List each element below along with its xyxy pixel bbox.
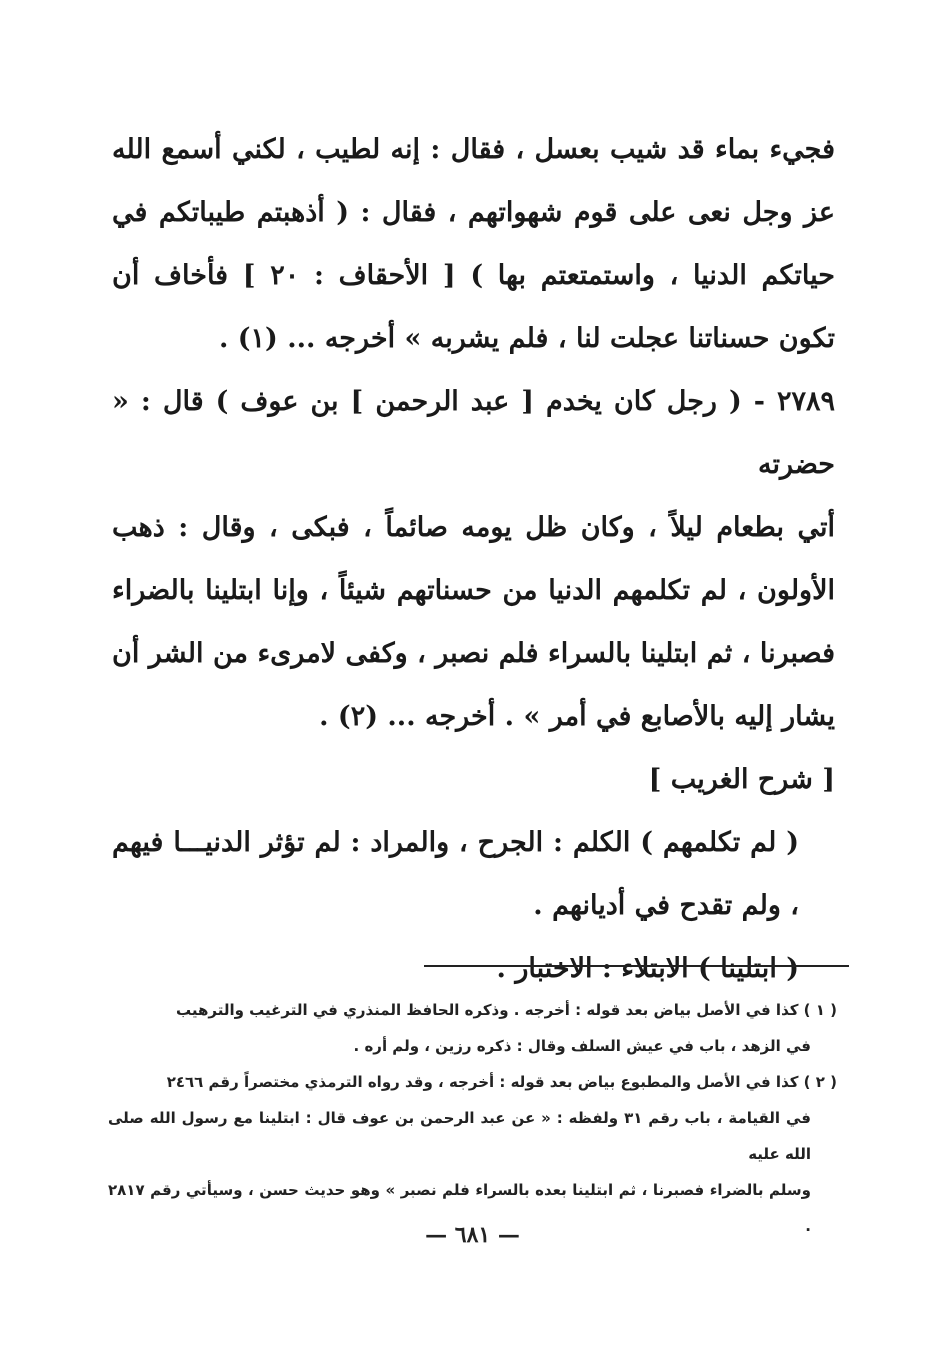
hadith-narrator: ( رجل كان يخدم [ عبد الرحمن ] بن عوف ) قال : « حضرته [112, 386, 835, 480]
footnotes [108, 992, 837, 1244]
footnote-2-line-3: وسلم بالضراء فصبرنا ، ثم ابتلينا بعده بالسراء فلم نصبر » وهو حديث حسن ، وسيأتي رقم ٢٨١٧ . [108, 1181, 811, 1235]
gloss-1: ( لم تكلمهم ) الكلم : الجرح ، والمراد : لم تؤثر الدنيـــا فيهم ، ولم تقدح في أديانهم . [112, 827, 799, 921]
footnote-1-line-1: ( ١ ) كذا في الأصل بياض بعد قوله : أخرجه . وذكره الحافظ المنذري في الترغيب والترهيب [176, 1001, 837, 1019]
footnote-separator [424, 965, 849, 967]
footnote-2-line-1: ( ٢ ) كذا في الأصل والمطبوع بياض بعد قوله : أخرجه ، وقد رواه الترمذي مختصراً رقم ٢٤٦٦ [166, 1073, 837, 1091]
page-number: — ٦٨١ — [425, 1222, 520, 1248]
footnote-2-line-2: في القيامة ، باب رقم ٣١ ولفظه : « عن عبد الرحمن بن عوف قال : ابتلينا مع رسول الله صلى الله عليه [108, 1109, 811, 1163]
section-title: [ شرح الغريب ] [648, 764, 835, 795]
footnote-1-line-2: في الزهد ، باب في عيش السلف وقال : ذكره رزين ، ولم أره . [353, 1037, 811, 1055]
paragraph-2: أتي بطعام ليلاً ، وكان ظل يومه صائماً ، فبكى ، وقال : ذهب الأولون ، لم تكلمهم الدنيا من حسناتهم شيئاً ، وإنا ابتلينا بالضراء فصبرنا ، ثم ابتلينا بالسراء فلم نصبر ، وكفى لامرىء من الشر أن يشار إليه بالأصابع في أمر » . أخرجه ... (٢) . [112, 512, 835, 732]
paragraph-1: فجيء بماء قد شيب بعسل ، فقال : إنه لطيب ، لكني أسمع الله عز وجل نعى على قوم شهواتهم ، فقال : ( أذهبتم طيباتكم في حياتكم الدنيا ، واستمتعتم بها ) [ الأحقاف : ٢٠ ] فأخاف أن تكون حسناتنا عجلت لنا ، فلم يشربه » أخرجه ... (١) . [112, 134, 835, 354]
gloss-2: ( ابتلينا ) الابتلاء : الاختبار . [496, 953, 799, 984]
hadith-heading [112, 370, 835, 496]
hadith-number: ٢٧٨٩ - [753, 386, 835, 417]
main-text [112, 118, 835, 1000]
